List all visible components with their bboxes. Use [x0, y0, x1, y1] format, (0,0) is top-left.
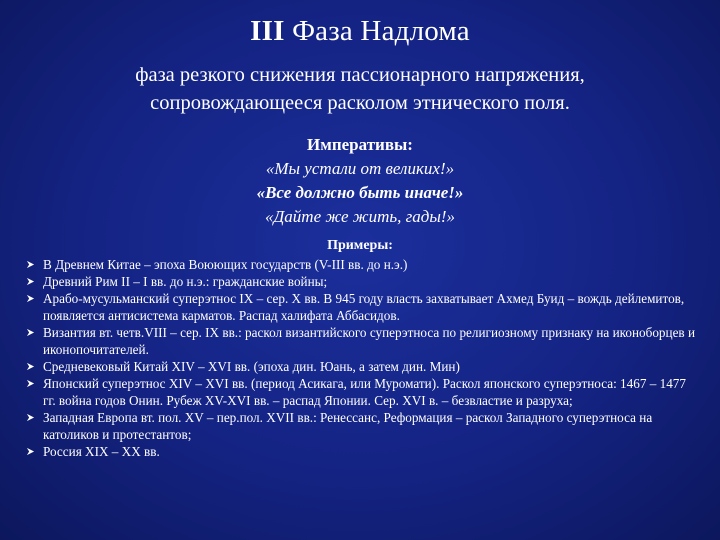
examples-list: [26, 256, 698, 460]
example-text: Византия вт. четв.VIII – сер. IX вв.: раскол византийского суперэтноса по религиозному признаку на иконоборцев и иконопочитателей.: [43, 325, 696, 357]
slide-title: [0, 14, 720, 48]
list-item: [26, 324, 698, 358]
list-item: [26, 358, 698, 375]
arrowhead-bullet-icon: [26, 379, 35, 388]
examples-heading: Примеры:: [327, 238, 393, 253]
list-item: [26, 375, 698, 409]
arrowhead-bullet-icon: [26, 277, 35, 286]
imperative-line-1: «Мы устали от великих!»: [265, 159, 455, 178]
arrowhead-bullet-icon: [26, 294, 35, 303]
example-text: Западная Европа вт. пол. XV – пер.пол. XVII вв.: Ренессанс, Реформация – раскол Западного суперэтноса на католиков и протестантов;: [43, 410, 653, 442]
arrowhead-bullet-icon: [26, 413, 35, 422]
subtitle-line-1: фаза резкого снижения пассионарного напряжения,: [135, 64, 585, 86]
subtitle: [60, 61, 660, 117]
example-text: Арабо-мусульманский суперэтнос IX – сер. X вв. В 945 году власть захватывает Ахмед Буид – вождь дейлемитов, появляется антисистема карматов. Распад халифата Аббасидов.: [43, 291, 685, 323]
list-item: [26, 409, 698, 443]
example-text: Древний Рим II – I вв. до н.э.: гражданские войны;: [43, 274, 328, 289]
arrowhead-bullet-icon: [26, 260, 35, 269]
arrowhead-bullet-icon: [26, 362, 35, 371]
example-text: В Древнем Китае – эпоха Воюющих государств (V-III вв. до н.э.): [43, 257, 408, 272]
subtitle-line-2: сопровождающееся расколом этнического поля.: [150, 92, 570, 114]
arrowhead-bullet-icon: [26, 328, 35, 337]
imperatives-block: [0, 133, 720, 229]
arrowhead-bullet-icon: [26, 447, 35, 456]
example-text: Средневековый Китай XIV – XVI вв. (эпоха дин. Юань, а затем дин. Мин): [43, 359, 460, 374]
title-roman-numeral: III: [250, 15, 285, 47]
imperatives-heading: Императивы:: [307, 135, 413, 154]
imperative-line-2: «Все должно быть иначе!»: [256, 183, 464, 202]
list-item: [26, 256, 698, 273]
title-text: Фаза Надлома: [292, 15, 470, 47]
list-item: [26, 443, 698, 460]
example-text: Россия XIX – XX вв.: [43, 444, 160, 459]
example-text: Японский суперэтнос XIV – XVI вв. (период Асикага, или Муромати). Раскол японского суперэтноса: 1467 – 1477 гг. война годов Онин. Рубеж XV-XVI вв. – распад Японии. Сер. XVI в. – безвластие и разруха;: [43, 376, 686, 408]
list-item: [26, 273, 698, 290]
list-item: [26, 290, 698, 324]
imperative-line-3: «Дайте же жить, гады!»: [264, 207, 455, 226]
